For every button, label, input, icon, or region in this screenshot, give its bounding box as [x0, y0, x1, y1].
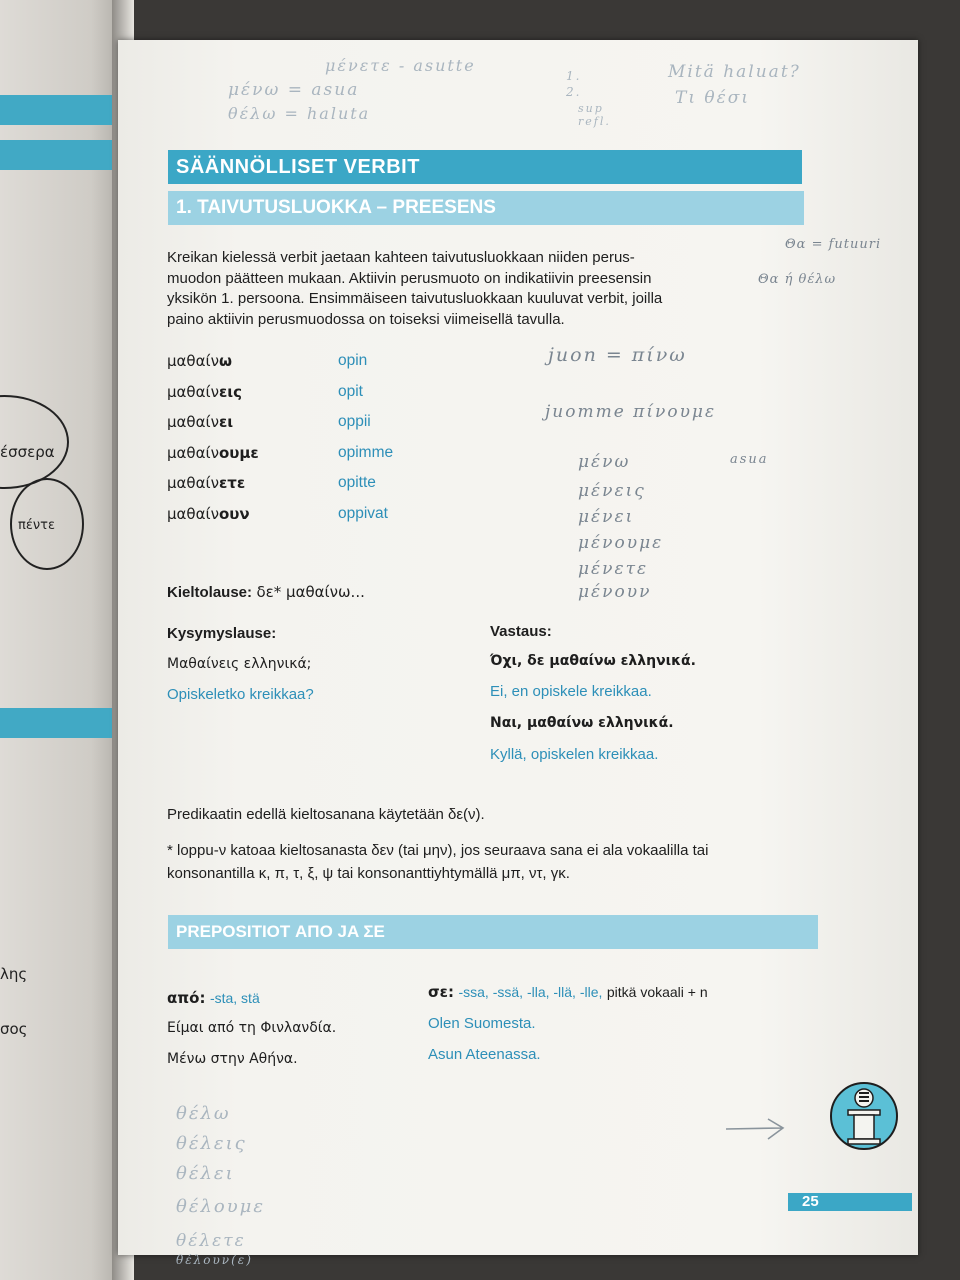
handwritten-note: θέλω = haluta — [228, 104, 371, 123]
handwritten-note: μένεις — [578, 481, 646, 501]
page-number: 25 — [788, 1193, 912, 1211]
handwritten-note: μένετε — [578, 559, 649, 579]
conjugation-translation: opin — [338, 352, 368, 369]
intro-line: muodon päätteen mukaan. Aktiivin perusmuoto on indikatiivin preesensin — [167, 269, 652, 287]
handwritten-note: θέλει — [176, 1163, 235, 1184]
section-heading: SÄÄNNÖLLISET VERBIT — [168, 150, 802, 184]
left-page-band — [0, 140, 112, 170]
prep-se-meaning-tail: pitkä vokaali + n — [606, 984, 708, 1000]
negation-label: Kieltolause: — [167, 584, 253, 601]
greek-column-icon — [828, 1078, 900, 1158]
conjugation-row: μαθαίνει — [167, 413, 234, 431]
prep-apo-example: Είμαι από τη Φινλανδία. — [167, 1020, 337, 1036]
arrow-icon — [722, 1113, 792, 1143]
conjugation-translation: opimme — [338, 444, 394, 461]
conjugation-translation: opit — [338, 383, 363, 400]
question-label: Kysymyslause: — [167, 625, 277, 642]
handwritten-note: μένετε - asutte — [325, 56, 476, 75]
handwritten-note: μένουμε — [578, 533, 664, 553]
handwritten-note: θέλουν(ε) — [176, 1253, 253, 1267]
handwritten-note: asua — [730, 452, 769, 467]
footnote-line: konsonantilla κ, π, τ, ξ, ψ tai konsonanttiyhtymällä μπ, ντ, γκ. — [167, 865, 570, 882]
prep-apo-meaning: -sta, stä — [209, 990, 260, 1006]
prep-apo-label: από: — [167, 989, 206, 1007]
conjugation-row: μαθαίνουν — [167, 505, 250, 523]
answer-no-finnish: Ei, en opiskele kreikkaa. — [490, 683, 652, 700]
prep-se-line — [428, 983, 708, 1002]
handwritten-note: μένουν — [578, 582, 652, 602]
left-fragment: έσσερα — [0, 443, 55, 461]
left-page — [0, 0, 130, 1280]
intro-line: Kreikan kielessä verbit jaetaan kahteen taivutusluokkaan niiden perus- — [167, 249, 635, 266]
negation-line — [167, 583, 365, 602]
prep-se-meaning: -ssa, -ssä, -lla, -llä, -lle, — [458, 984, 603, 1000]
intro-paragraph — [167, 248, 749, 330]
prep-apo-example: Μένω στην Αθήνα. — [167, 1051, 298, 1067]
conjugation-translation: opitte — [338, 474, 376, 491]
left-fragment: πέντε — [18, 518, 55, 533]
intro-line: yksikön 1. persoona. Ensimmäiseen taivutusluokkaan kuuluvat verbit, joilla — [167, 290, 663, 307]
handwritten-note: Τι θέσι — [675, 88, 751, 108]
prepositions-heading: PREPOSITIOT ΑΠΟ JA ΣΕ — [168, 915, 818, 949]
prep-apo-line — [167, 989, 260, 1008]
subsection-heading: 1. TAIVUTUSLUOKKA – PREESENS — [168, 191, 804, 225]
prep-se-example: Asun Ateenassa. — [428, 1046, 541, 1063]
conjugation-row: μαθαίνεις — [167, 383, 243, 401]
handwritten-note: sup refl. — [578, 102, 611, 128]
conjugation-translation: oppii — [338, 413, 371, 430]
negation-rule: Predikaatin edellä kieltosanana käytetään δε(ν). — [167, 806, 485, 823]
handwritten-note: μένω = asua — [228, 80, 360, 100]
left-fragment: λης — [0, 965, 28, 983]
margin-note: Θα ή θέλω — [758, 272, 837, 287]
answer-label: Vastaus: — [490, 623, 552, 640]
handwritten-note: θέλεις — [176, 1133, 247, 1154]
prep-se-example: Olen Suomesta. — [428, 1015, 536, 1032]
left-page-band — [0, 708, 112, 738]
footnote-line: * loppu-ν katoaa kieltosanasta δεν (tai μην), jos seuraava sana ei ala vokaalilla tai — [167, 842, 709, 859]
conjugation-translation: oppivat — [338, 505, 388, 522]
answer-yes-finnish: Kyllä, opiskelen kreikkaa. — [490, 746, 659, 763]
conjugation-row: μαθαίνετε — [167, 474, 246, 492]
intro-line: paino aktiivin perusmuodossa on toiseksi viimeisellä tavulla. — [167, 310, 565, 328]
handwritten-note: θέλουμε — [176, 1196, 266, 1217]
conjugation-row: μαθαίνω — [167, 352, 232, 370]
prep-se-label: σε: — [428, 983, 455, 1001]
margin-note: Θα = futuuri — [785, 237, 882, 252]
left-page-band — [0, 95, 112, 125]
answer-no-greek: Όχι, δε μαθαίνω ελληνικά. — [490, 653, 696, 669]
left-fragment: σος — [0, 1020, 28, 1038]
handwritten-note: θέλετε — [176, 1231, 246, 1251]
conjugation-row: μαθαίνουμε — [167, 444, 259, 462]
handwritten-note: θέλω — [176, 1103, 231, 1124]
left-page-circle — [0, 395, 69, 489]
handwritten-note: Mitä haluat? — [668, 62, 801, 82]
question-finnish: Opiskeletko kreikkaa? — [167, 686, 314, 703]
handwritten-note: 1. 2. — [566, 69, 582, 99]
handwritten-note: μένω — [578, 452, 631, 472]
negation-example: δε* μαθαίνω... — [256, 583, 365, 601]
question-greek: Μαθαίνεις ελληνικά; — [167, 656, 312, 672]
handwritten-note: μένει — [578, 507, 635, 527]
handwritten-note: juon = πίνω — [548, 344, 687, 366]
handwritten-note: juomme πίνουμε — [545, 402, 717, 422]
answer-yes-greek: Ναι, μαθαίνω ελληνικά. — [490, 715, 674, 731]
